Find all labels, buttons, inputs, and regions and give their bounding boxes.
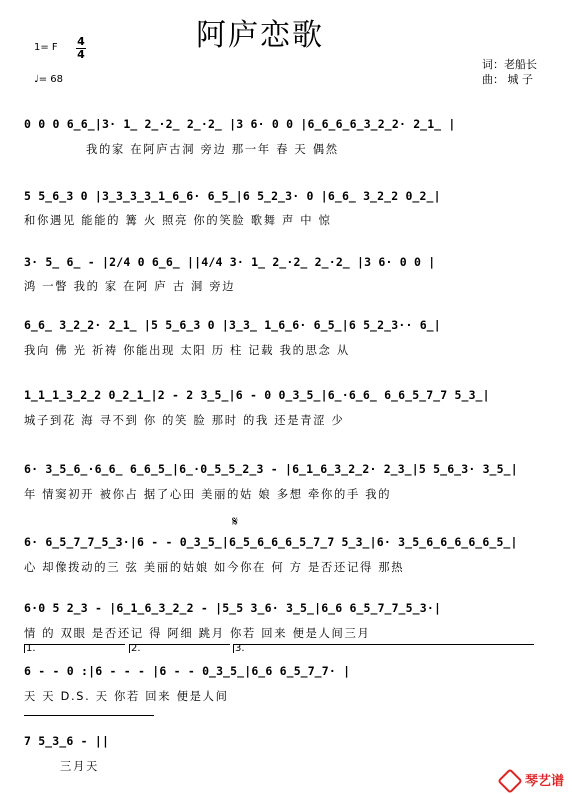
notation-line-1: 0 0 0 6̲6̲|3· 1̲ 2̲·2̲ 2̲·2̲ |3 6· 0 0 |6̲6̲6̲6̲3̲2̲2· 2̲1̲ | (24, 117, 456, 131)
notation-line-10: 7 5̲3̲6 - || (24, 734, 110, 748)
third-ending-number: 3. (235, 643, 245, 654)
lyric-line-9: 天 天 D.S. 天 你若 回来 便是人间 (24, 690, 229, 703)
time-signature-bottom: 4 (77, 48, 85, 61)
time-signature (76, 37, 86, 60)
first-ending-number: 1. (26, 643, 36, 654)
logo-text: 琴艺谱 (524, 773, 564, 789)
lyric-line-7: 心 却像拨动的三 弦 美丽的姑娘 如今你在 何 方 是否还记得 那热 (24, 561, 405, 574)
third-ending-bracket (233, 644, 534, 653)
notation-line-2: 5 5̲6̲3 0 |3̲3̲3̲3̲1̲6̲6· 6̲5̲|6 5̲2̲3· 0 |6̲6̲ 3̲2̲2 0̲2̲| (24, 189, 441, 203)
lyric-line-5: 城子到花 海 寻不到 你 的笑 脸 那时 的我 还是青涩 少 (24, 414, 345, 427)
lyric-line-4: 我向 佛 光 祈祷 你能出现 太阳 历 柱 记载 我的思念 从 (24, 344, 350, 357)
credits (482, 57, 537, 87)
composer: 曲： 城 子 (482, 73, 533, 86)
notation-line-6: 6· 3̲5̲6̲·6̲6̲ 6̲6̲5̲|6̲·0̲5̲5̲2̲3 - |6̲1̲6̲3̲2̲2· 2̲3̲|5 5̲6̲3· 3̲5̲| (24, 462, 518, 476)
notation-line-5: 1̲1̲1̲3̲2̲2 0̲2̲1̲|2 - 2 3̲5̲|6 - 0 0̲3̲5̲|6̲·6̲6̲ 6̲6̲5̲7̲7 5̲3̲| (24, 388, 490, 402)
logo-icon (497, 768, 522, 793)
lyric-line-8: 情 的 双眼 是否还记 得 阿细 跳月 你若 回来 便是人间三月 (24, 627, 371, 640)
tempo-marking: ♩= 68 (34, 74, 63, 85)
notation-line-9: 6 - - 0 :|6 - - - |6 - - 0̲3̲5̲|6̲6 6̲5̲7̲7· | (24, 664, 351, 678)
lyric-line-6: 年 情窦初开 被你占 据了心田 美丽的姑 娘 多想 牵你的手 我的 (24, 488, 392, 501)
notation-line-7: 6· 6̲5̲7̲7̲5̲3·|6 - - 0̲3̲5̲|6̲5̲6̲6̲6̲5̲7̲7 5̲3̲|6· 3̲5̲6̲6̲6̲6̲6̲5̲| (24, 535, 518, 549)
segno-sign: 𝄋 (232, 514, 239, 530)
notation-line-3: 3· 5̲ 6̲ - |2/4 0 6̲6̲ ||4/4 3· 1̲ 2̲·2̲ 2̲·2̲ |3 6· 0 0 | (24, 255, 436, 269)
lyric-line-1: 我的家 在阿庐古洞 旁边 那一年 春 天 偶然 (86, 143, 339, 156)
lyric-line-3: 鸿 一瞥 我的 家 在阿 庐 古 洞 旁边 (24, 280, 236, 293)
first-ending-bracket (24, 644, 125, 653)
notation-line-8: 6·0 5 2̲3 - |6̲1̲6̲3̲2̲2 - |5̲5 3̲6· 3̲5̲|6̲6 6̲5̲7̲7̲5̲3·| (24, 601, 442, 615)
site-logo (501, 770, 564, 791)
second-ending-bracket (129, 644, 230, 653)
final-bracket (24, 715, 154, 724)
song-title: 阿庐恋歌 (196, 18, 324, 53)
notation-line-4: 6̲6̲ 3̲2̲2· 2̲1̲ |5 5̲6̲3 0 |3̲3̲ 1̲6̲6· 6̲5̲|6 5̲2̲3·· 6̲| (24, 318, 441, 332)
second-ending-number: 2. (131, 643, 141, 654)
lyric-line-10: 三月天 (60, 760, 99, 773)
lyricist: 词：老船长 (482, 58, 537, 71)
time-signature-top: 4 (77, 35, 85, 48)
key-signature: 1= F (34, 42, 58, 53)
lyric-line-2: 和你遇见 能能的 篝 火 照亮 你的笑脸 歌舞 声 中 惊 (24, 214, 332, 227)
